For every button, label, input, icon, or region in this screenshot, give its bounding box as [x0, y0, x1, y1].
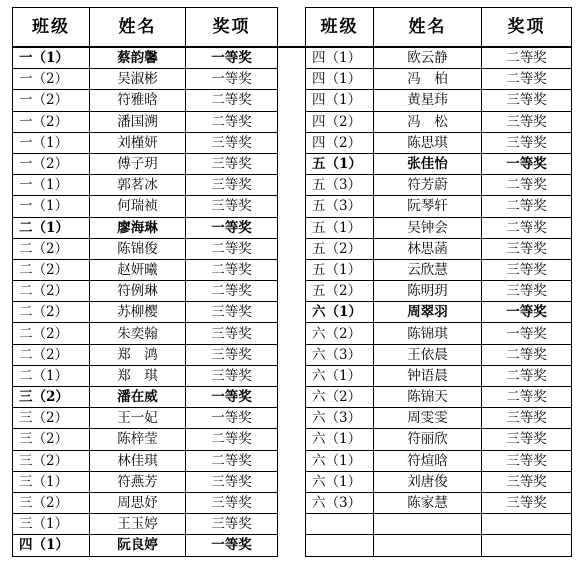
- column-gap: [278, 69, 306, 90]
- right-name-cell: 钟语晨: [374, 365, 482, 386]
- left-name-cell: 陈锦俊: [90, 238, 186, 259]
- table-row: [13, 387, 572, 408]
- left-name-cell: 符燕芳: [90, 471, 186, 492]
- right-class-cell: [306, 514, 374, 535]
- right-award-cell: 三等奖: [482, 111, 572, 132]
- left-award-cell: 三等奖: [186, 153, 278, 174]
- left-award-cell: 三等奖: [186, 365, 278, 386]
- left-name-cell: 赵妍曦: [90, 259, 186, 280]
- right-class-cell: 四（1）: [306, 47, 374, 69]
- left-class-cell: 三（2）: [13, 450, 90, 471]
- right-name-cell: 陈明玥: [374, 281, 482, 302]
- left-name-cell: 陈梓莹: [90, 429, 186, 450]
- table-row: [13, 132, 572, 153]
- right-name-cell: 欧云静: [374, 47, 482, 69]
- right-award-cell: 三等奖: [482, 281, 572, 302]
- column-gap: [278, 302, 306, 323]
- right-name-cell: 冯 柏: [374, 69, 482, 90]
- right-name-cell: [374, 514, 482, 535]
- left-class-cell: 四（1）: [13, 535, 90, 556]
- column-gap: [278, 344, 306, 365]
- left-name-cell: 王玉婷: [90, 514, 186, 535]
- left-award-cell: 三等奖: [186, 323, 278, 344]
- column-gap: [278, 408, 306, 429]
- right-class-cell: 五（2）: [306, 281, 374, 302]
- left-name-cell: 何瑞祯: [90, 196, 186, 217]
- right-name-cell: 周翠羽: [374, 302, 482, 323]
- right-award-cell: [482, 535, 572, 556]
- left-award-cell: 一等奖: [186, 217, 278, 238]
- table-row: [13, 323, 572, 344]
- right-class-cell: [306, 535, 374, 556]
- left-name-cell: 郑 鸿: [90, 344, 186, 365]
- left-name-cell: 阮良婷: [90, 535, 186, 556]
- right-name-cell: 冯 松: [374, 111, 482, 132]
- right-class-cell: 五（2）: [306, 238, 374, 259]
- header-class-left: 班级: [13, 8, 90, 48]
- left-award-cell: 三等奖: [186, 492, 278, 513]
- right-class-cell: 六（3）: [306, 344, 374, 365]
- left-class-cell: 一（2）: [13, 90, 90, 111]
- left-award-cell: 一等奖: [186, 69, 278, 90]
- column-gap: [278, 492, 306, 513]
- table-row: [13, 153, 572, 174]
- left-award-cell: 三等奖: [186, 471, 278, 492]
- column-gap: [278, 450, 306, 471]
- right-award-cell: 一等奖: [482, 323, 572, 344]
- left-name-cell: 林佳琪: [90, 450, 186, 471]
- table-row: [13, 514, 572, 535]
- left-name-cell: 郑 琪: [90, 365, 186, 386]
- left-name-cell: 廖海琳: [90, 217, 186, 238]
- left-award-cell: 三等奖: [186, 344, 278, 365]
- table-row: [13, 175, 572, 196]
- left-class-cell: 二（2）: [13, 238, 90, 259]
- right-class-cell: 六（2）: [306, 387, 374, 408]
- right-award-cell: 三等奖: [482, 450, 572, 471]
- header-row: [13, 8, 572, 48]
- column-gap: [278, 132, 306, 153]
- left-name-cell: 周思妤: [90, 492, 186, 513]
- left-class-cell: 二（1）: [13, 365, 90, 386]
- left-class-cell: 二（2）: [13, 323, 90, 344]
- left-award-cell: 二等奖: [186, 238, 278, 259]
- right-award-cell: 一等奖: [482, 153, 572, 174]
- awards-table: [12, 7, 572, 557]
- left-class-cell: 一（1）: [13, 47, 90, 69]
- right-award-cell: 二等奖: [482, 387, 572, 408]
- left-class-cell: 二（2）: [13, 281, 90, 302]
- right-name-cell: 云欣慧: [374, 259, 482, 280]
- left-name-cell: 蔡韵馨: [90, 47, 186, 69]
- right-name-cell: 吴钟会: [374, 217, 482, 238]
- left-class-cell: 三（2）: [13, 408, 90, 429]
- right-name-cell: 陈锦琪: [374, 323, 482, 344]
- right-name-cell: 黄星玮: [374, 90, 482, 111]
- right-class-cell: 五（3）: [306, 196, 374, 217]
- column-gap: [278, 153, 306, 174]
- right-class-cell: 五（1）: [306, 259, 374, 280]
- table-row: [13, 302, 572, 323]
- header-class-right: 班级: [306, 8, 374, 48]
- right-award-cell: 二等奖: [482, 344, 572, 365]
- right-class-cell: 四（1）: [306, 90, 374, 111]
- left-name-cell: 吴淑彬: [90, 69, 186, 90]
- right-class-cell: 四（2）: [306, 132, 374, 153]
- left-award-cell: 三等奖: [186, 196, 278, 217]
- right-class-cell: 六（1）: [306, 429, 374, 450]
- right-award-cell: 三等奖: [482, 238, 572, 259]
- column-gap: [278, 471, 306, 492]
- table-row: [13, 365, 572, 386]
- table-row: [13, 535, 572, 556]
- left-award-cell: 三等奖: [186, 514, 278, 535]
- right-class-cell: 五（1）: [306, 153, 374, 174]
- left-class-cell: 一（2）: [13, 153, 90, 174]
- right-name-cell: 符煊晗: [374, 450, 482, 471]
- table-row: [13, 429, 572, 450]
- left-award-cell: 二等奖: [186, 429, 278, 450]
- left-class-cell: 三（2）: [13, 429, 90, 450]
- left-class-cell: 二（2）: [13, 259, 90, 280]
- table-row: [13, 196, 572, 217]
- right-class-cell: 六（1）: [306, 471, 374, 492]
- left-class-cell: 一（1）: [13, 196, 90, 217]
- left-name-cell: 符例琳: [90, 281, 186, 302]
- table-row: [13, 259, 572, 280]
- left-name-cell: 郭茗冰: [90, 175, 186, 196]
- right-name-cell: 阮琴轩: [374, 196, 482, 217]
- column-gap: [278, 365, 306, 386]
- table-row: [13, 217, 572, 238]
- column-gap: [278, 429, 306, 450]
- column-gap: [278, 175, 306, 196]
- table-row: [13, 47, 572, 69]
- left-award-cell: 三等奖: [186, 132, 278, 153]
- right-award-cell: [482, 514, 572, 535]
- table-row: [13, 492, 572, 513]
- left-award-cell: 二等奖: [186, 259, 278, 280]
- right-class-cell: 六（3）: [306, 408, 374, 429]
- right-award-cell: 三等奖: [482, 132, 572, 153]
- left-name-cell: 刘槿妍: [90, 132, 186, 153]
- left-class-cell: 一（1）: [13, 175, 90, 196]
- header-award-left: 奖项: [186, 8, 278, 48]
- left-award-cell: 一等奖: [186, 408, 278, 429]
- right-award-cell: 三等奖: [482, 259, 572, 280]
- left-name-cell: 潘在威: [90, 387, 186, 408]
- table-row: [13, 408, 572, 429]
- left-class-cell: 二（2）: [13, 302, 90, 323]
- right-class-cell: 六（1）: [306, 365, 374, 386]
- right-name-cell: [374, 535, 482, 556]
- right-class-cell: 六（2）: [306, 323, 374, 344]
- right-award-cell: 三等奖: [482, 408, 572, 429]
- right-name-cell: 刘唐俊: [374, 471, 482, 492]
- left-name-cell: 傅子玥: [90, 153, 186, 174]
- left-class-cell: 二（2）: [13, 344, 90, 365]
- right-class-cell: 四（2）: [306, 111, 374, 132]
- table-row: [13, 471, 572, 492]
- right-award-cell: 三等奖: [482, 90, 572, 111]
- right-award-cell: 二等奖: [482, 196, 572, 217]
- left-award-cell: 二等奖: [186, 281, 278, 302]
- table-row: [13, 90, 572, 111]
- header-name-right: 姓名: [374, 8, 482, 48]
- left-class-cell: 一（2）: [13, 111, 90, 132]
- left-award-cell: 三等奖: [186, 175, 278, 196]
- header-award-right: 奖项: [482, 8, 572, 48]
- left-award-cell: 一等奖: [186, 47, 278, 69]
- left-class-cell: 三（2）: [13, 387, 90, 408]
- right-name-cell: 陈家慧: [374, 492, 482, 513]
- left-name-cell: 潘国溯: [90, 111, 186, 132]
- right-class-cell: 六（1）: [306, 450, 374, 471]
- right-award-cell: 二等奖: [482, 175, 572, 196]
- left-name-cell: 王一妃: [90, 408, 186, 429]
- right-award-cell: 三等奖: [482, 492, 572, 513]
- table-row: [13, 344, 572, 365]
- column-gap: [278, 47, 306, 69]
- table-row: [13, 281, 572, 302]
- left-award-cell: 二等奖: [186, 90, 278, 111]
- right-name-cell: 王依晨: [374, 344, 482, 365]
- right-award-cell: 二等奖: [482, 217, 572, 238]
- column-gap: [278, 323, 306, 344]
- column-gap: [278, 8, 306, 48]
- column-gap: [278, 259, 306, 280]
- right-name-cell: 张佳怡: [374, 153, 482, 174]
- column-gap: [278, 90, 306, 111]
- right-award-cell: 二等奖: [482, 69, 572, 90]
- right-name-cell: 陈思琪: [374, 132, 482, 153]
- header-name-left: 姓名: [90, 8, 186, 48]
- table-row: [13, 69, 572, 90]
- right-award-cell: 一等奖: [482, 302, 572, 323]
- table-row: [13, 450, 572, 471]
- column-gap: [278, 238, 306, 259]
- column-gap: [278, 111, 306, 132]
- right-class-cell: 四（1）: [306, 69, 374, 90]
- column-gap: [278, 514, 306, 535]
- column-gap: [278, 535, 306, 556]
- right-class-cell: 六（3）: [306, 492, 374, 513]
- left-class-cell: 一（1）: [13, 132, 90, 153]
- right-class-cell: 五（3）: [306, 175, 374, 196]
- left-class-cell: 一（2）: [13, 69, 90, 90]
- left-class-cell: 三（1）: [13, 514, 90, 535]
- right-name-cell: 周雯雯: [374, 408, 482, 429]
- left-award-cell: 一等奖: [186, 387, 278, 408]
- column-gap: [278, 196, 306, 217]
- right-name-cell: 符芳蔚: [374, 175, 482, 196]
- right-name-cell: 林思菡: [374, 238, 482, 259]
- left-name-cell: 苏柳樱: [90, 302, 186, 323]
- left-award-cell: 二等奖: [186, 450, 278, 471]
- table-row: [13, 111, 572, 132]
- right-award-cell: 二等奖: [482, 365, 572, 386]
- table-row: [13, 238, 572, 259]
- column-gap: [278, 217, 306, 238]
- right-name-cell: 陈锦天: [374, 387, 482, 408]
- left-name-cell: 朱奕翰: [90, 323, 186, 344]
- left-award-cell: 一等奖: [186, 535, 278, 556]
- right-class-cell: 五（1）: [306, 217, 374, 238]
- column-gap: [278, 281, 306, 302]
- right-award-cell: 三等奖: [482, 471, 572, 492]
- right-award-cell: 三等奖: [482, 429, 572, 450]
- left-class-cell: 二（1）: [13, 217, 90, 238]
- right-class-cell: 六（1）: [306, 302, 374, 323]
- left-class-cell: 三（1）: [13, 471, 90, 492]
- column-gap: [278, 387, 306, 408]
- left-award-cell: 三等奖: [186, 302, 278, 323]
- right-award-cell: 二等奖: [482, 47, 572, 69]
- left-class-cell: 三（2）: [13, 492, 90, 513]
- left-name-cell: 符雅晗: [90, 90, 186, 111]
- right-name-cell: 符丽欣: [374, 429, 482, 450]
- left-award-cell: 二等奖: [186, 111, 278, 132]
